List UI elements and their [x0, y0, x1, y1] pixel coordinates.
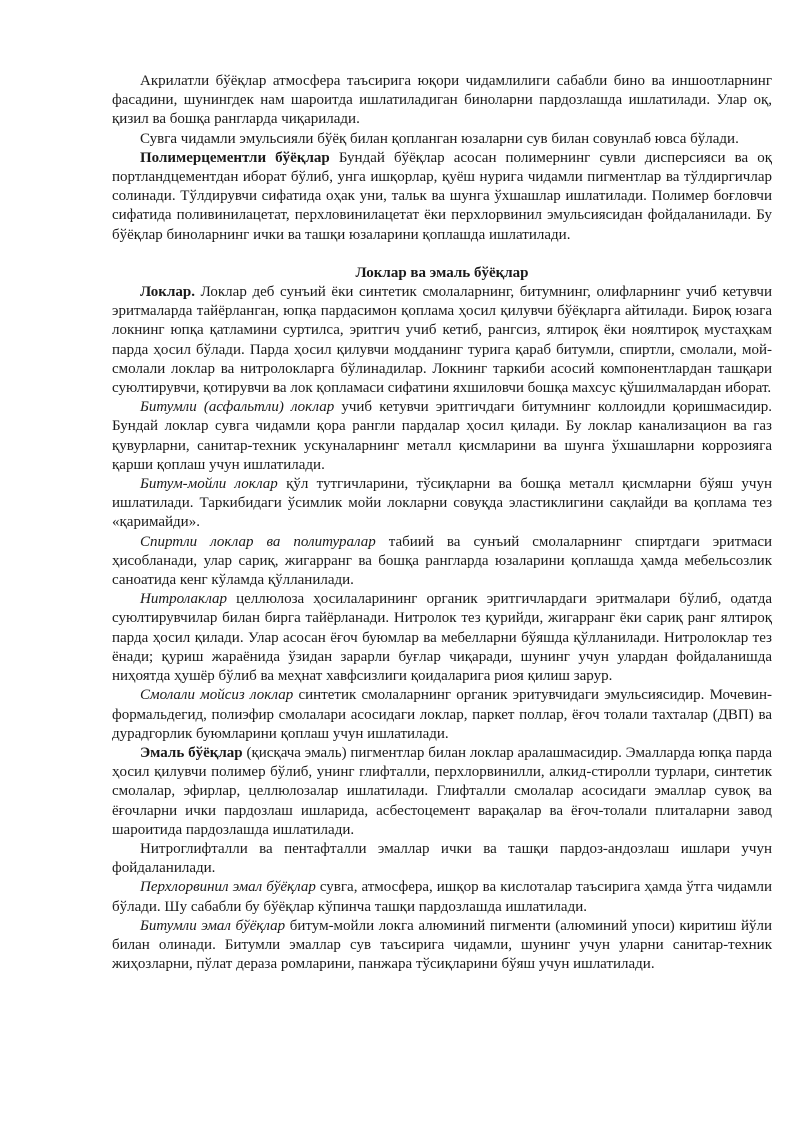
paragraph-lead-term: Полимерцементли бўёқлар: [140, 149, 330, 166]
paragraph-spirit-lacquers: [112, 533, 772, 591]
paragraph-text: қўл тутгичларини, тўсиқларни ва бошқа металл қисмларни бўяш учун ишлатилади. Таркибидаги ўсимлик мойи локларни совуқда эластиклигини сақлайди ва қоплама тез «қаримайди».: [112, 476, 772, 531]
paragraph-text: синтетик смолаларнинг органик эритувчидаги эмульсиясидир. Мочевин-формальдегид, полиэфир смолалари асосидаги локлар, паркет поллар, ёғоч толали тахталар (ДВП) ва дурадгорлик буюмларини қоплаш учун ишлатилади.: [112, 687, 772, 742]
paragraph-nitroglyphtal-enamels: [112, 840, 772, 878]
paragraph-lead-term: Битум-мойли локлар: [140, 476, 278, 493]
paragraph-text: битум-мойли локга алюминий пигменти (алюминий упоси) киритиш йўли билан олинади. Битумли эмаллар сув таъсирига чидамли, шунинг учун уларни санитар-техник жиҳозларни, пўлат дераза ромларини, панжара тўсиқларини бўяш учун ишлатилади.: [112, 917, 772, 973]
paragraph-text: (қисқача эмаль) пигментлар билан локлар аралашмасидир. Эмалларда юпқа парда ҳосил қилувчи полимер бўлиб, унинг глифталли, перхлорвинилли, алкид-стиролли турлари, синтетик смолалар, эфирлар, целлюлозалар ишлатилади. Глифталли смолалар асосидаги эмаллар сувоқ ва ёғочларни ички пардозлаш ишларида, асбестоцемент варақалар ва ёғоч-толали плиталарни завод шароитида пардозлашда ишлатилади.: [112, 744, 772, 838]
paragraph-bitumen-enamels: [112, 917, 772, 975]
paragraph-nitro-lacquers: [112, 590, 772, 686]
paragraph-lead-term: Спиртли локлар ва политуралар: [140, 533, 376, 550]
paragraph-text: табиий ва сунъий смолаларнинг спиртдаги эритмаси ҳисобланади, улар сариқ, жигарранг ва бошқа рангларда юзаларини қоплашда ҳамда мебельсозлик саноатида кенг кўламда қўлланилади.: [112, 533, 772, 589]
paragraph-perchlorvinyl-enamels: [112, 878, 772, 916]
paragraph-lead-term: Перхлорвинил эмал бўёқлар: [140, 879, 316, 896]
paragraph-lacquers: [112, 283, 772, 398]
paragraph-text: целлюлоза ҳосилаларининг органик эритгичлардаги эритмалари бўлиб, одатда суюлтирувчилар билан бирга тайёрланади. Нитролок тез қурийди, жигарранг ёки сариқ ранг ялтироқ парда ҳосил қилади. Улар асосан ёғоч буюмлар ва мебелларни бўяшда қўлланилади. Нитролоклар тез ёнади; қуриш жараёнида ўзидан зарарли буғлар чиқаради, шунинг учун улардан фойдаланишда ниҳоятда ҳушёр бўлиб ва меҳнат хавфсизлиги қоидаларига риоя қилиш зарур.: [112, 591, 772, 685]
paragraph-text: Бундай бўёқлар асосан полимернинг сувли дисперсияси ва оқ портландцементдан иборат бўлиб, унга ишқорлар, қуёш нурига чидамли пигментлар ва тўлдиргичлар солинади. Тўлдирувчи сифатида оҳак уни, тальк ва шунга ўхшашлар ишлатилади. Полимер боғловчи сифатида поливинилацетат, перхловинилацетат ёки перхлорвинил эмульсиясидан фойдаланилади. Бу бўёқлар биноларнинг ички ва ташқи юзаларини қоплашда ишлатилади.: [112, 149, 772, 243]
paragraph-text: учиб кетувчи эритгичдаги битумнинг коллоидли қоришмасидир. Бундай локлар сувга чидамли қора рангли пардалар ҳосил қилади. Бу локлар канализацион ва газ қувурларни, санитар-техник ускуналарнинг металл қисмларини ва шунга ўхшашларни коррозияга қарши қоплаш учун ишлатилади.: [112, 399, 773, 473]
paragraph-enamel-paints: [112, 744, 772, 840]
paragraph-lead-term: Нитролаклар: [140, 591, 228, 608]
paragraph-text: Сувга чидамли эмульсияли бўёқ билан қопланган юзаларни сув билан совунлаб ювса бўлади.: [140, 130, 739, 147]
paragraph-lead-term: Битумли эмал бўёқлар: [140, 917, 286, 934]
paragraph-lead-term: Смолали мойсиз локлар: [140, 687, 294, 704]
paragraph-water-resistant-emulsion: [112, 130, 772, 149]
paragraph-text: Нитроглифталли ва пентафталли эмаллар ички ва ташқи пардоз-андозлаш ишлари учун фойдаланилади.: [112, 840, 772, 877]
paragraph-bitumen-oil-lacquers: [112, 475, 772, 533]
paragraph-text: Локлар деб сунъий ёки синтетик смолаларнинг, битумнинг, олифларнинг учиб кетувчи эритмаларда тайёрланган, юпқа пардасимон қоплама ҳосил қилувчи бўёқларга айтилади. Бироқ юзага локнинг юпқа қатламини суртилса, эритгич учиб кетиб, рангсиз, ялтироқ ёки ноялтироқ мустаҳкам парда ҳосил бўлади. Парда ҳосил қилувчи модданинг турига қараб битумли, спиртли, смолали, мой-смолали локлар ва нитролокларга бўлинадилар. Локнинг таркиби асосий компонентлардан ташқари суюлтирувчи, қотирувчи ва лок қопламаси сифатини яхшиловчи бошқа махсус қўшилмалардан иборат.: [112, 284, 772, 397]
paragraph-acrylic-paints: [112, 72, 772, 130]
paragraph-lead-term: Эмаль бўёқлар: [140, 744, 243, 761]
paragraph-lead-term: Битумли (асфальтли) локлар: [140, 399, 335, 416]
paragraph-text: сувга, атмосфера, ишқор ва кислоталар таъсирига ҳамда ўтга чидамли бўлади. Шу сабабли бу бўёқлар кўпинча ташқи пардозлашда ишлатилади.: [112, 879, 772, 915]
paragraph-bitumen-lacquers: [112, 398, 772, 475]
paragraph-polymer-cement-paints: [112, 149, 772, 245]
paragraph-resin-oil-free-lacquers: [112, 686, 772, 744]
section-title: Локлар ва эмаль бўёқлар: [355, 264, 529, 281]
paragraph-text: Акрилатли бўёқлар атмосфера таъсирига юқори чидамлилиги сабабли бино ва иншоотларнинг фасадини, шунингдек нам шароитда ишлатиладиган биноларни пардозлашда ишлатилади. Улар оқ, қизил ва бошқа рангларда чиқарилади.: [112, 73, 772, 128]
paragraph-lead-term: Локлар.: [140, 284, 195, 301]
